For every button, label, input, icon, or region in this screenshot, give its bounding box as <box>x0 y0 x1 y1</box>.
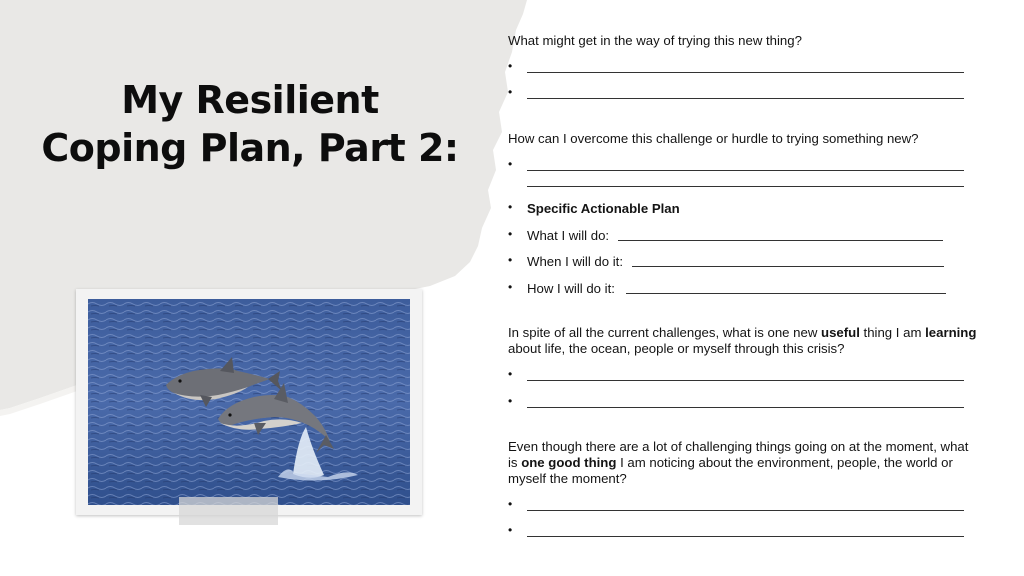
answer-row[interactable] <box>508 86 978 102</box>
dolphins-photo <box>88 299 410 505</box>
answer-row[interactable] <box>508 498 978 514</box>
bullet-icon: • <box>508 394 513 408</box>
answer-line[interactable] <box>527 407 964 408</box>
bullet-icon: • <box>508 253 513 267</box>
answer-line[interactable] <box>527 98 964 99</box>
plan-what-label: What I will do: <box>527 228 610 243</box>
answer-line[interactable] <box>527 186 964 187</box>
plan-heading: Specific Actionable Plan <box>527 201 680 216</box>
plan-how-row[interactable] <box>508 281 978 297</box>
q3-text-3: about life, the ocean, people or myself through this crisis? <box>508 341 845 356</box>
answer-row[interactable] <box>508 395 978 411</box>
answer-row[interactable] <box>508 158 978 174</box>
question-4 <box>508 439 978 487</box>
plan-what-line[interactable] <box>618 240 943 241</box>
bullet-icon: • <box>508 85 513 99</box>
plan-when-row[interactable] <box>508 254 978 270</box>
plan-what-row[interactable] <box>508 228 978 244</box>
q4-text-2: I am noticing about the environment, people, the world or myself the moment? <box>508 455 953 486</box>
bullet-icon: • <box>508 157 513 171</box>
plan-how-line[interactable] <box>626 293 946 294</box>
bullet-icon: • <box>508 59 513 73</box>
title-line-1: My Resilient <box>121 78 379 122</box>
plan-heading-row <box>508 201 978 217</box>
question-2: How can I overcome this challenge or hurdle to trying something new? <box>508 131 919 146</box>
q3-text-1: In spite of all the current challenges, what is one new <box>508 325 822 340</box>
bullet-icon: • <box>508 227 513 241</box>
question-3 <box>508 325 978 357</box>
answer-row[interactable] <box>508 368 978 384</box>
answer-line[interactable] <box>527 536 964 537</box>
plan-when-line[interactable] <box>632 266 944 267</box>
answer-line[interactable] <box>527 72 964 73</box>
q3-bold-2: learning <box>925 325 977 340</box>
bullet-icon: • <box>508 200 513 214</box>
bullet-icon: • <box>508 280 513 294</box>
page-title <box>30 76 470 172</box>
q3-bold-1: useful <box>821 325 860 340</box>
question-1: What might get in the way of trying this new thing? <box>508 33 802 48</box>
tape-strip <box>179 497 278 525</box>
bullet-icon: • <box>508 497 513 511</box>
answer-row-continued[interactable] <box>508 174 978 190</box>
bullet-icon: • <box>508 523 513 537</box>
q3-text-2: thing I am <box>859 325 926 340</box>
photo-frame <box>76 289 422 515</box>
q4-text-1: Even though there are a lot of challenging things going on at the moment, what is <box>508 439 969 470</box>
title-line-2: Coping Plan, Part 2: <box>41 126 459 170</box>
answer-row[interactable] <box>508 524 978 540</box>
plan-how-label: How I will do it: <box>527 281 615 296</box>
q4-bold: one good thing <box>521 455 617 470</box>
bullet-icon: • <box>508 367 513 381</box>
answer-line[interactable] <box>527 380 964 381</box>
dolphins-illustration <box>88 299 410 505</box>
answer-row[interactable] <box>508 60 978 76</box>
answer-line[interactable] <box>527 510 964 511</box>
plan-when-label: When I will do it: <box>527 254 624 269</box>
answer-line[interactable] <box>527 170 964 171</box>
